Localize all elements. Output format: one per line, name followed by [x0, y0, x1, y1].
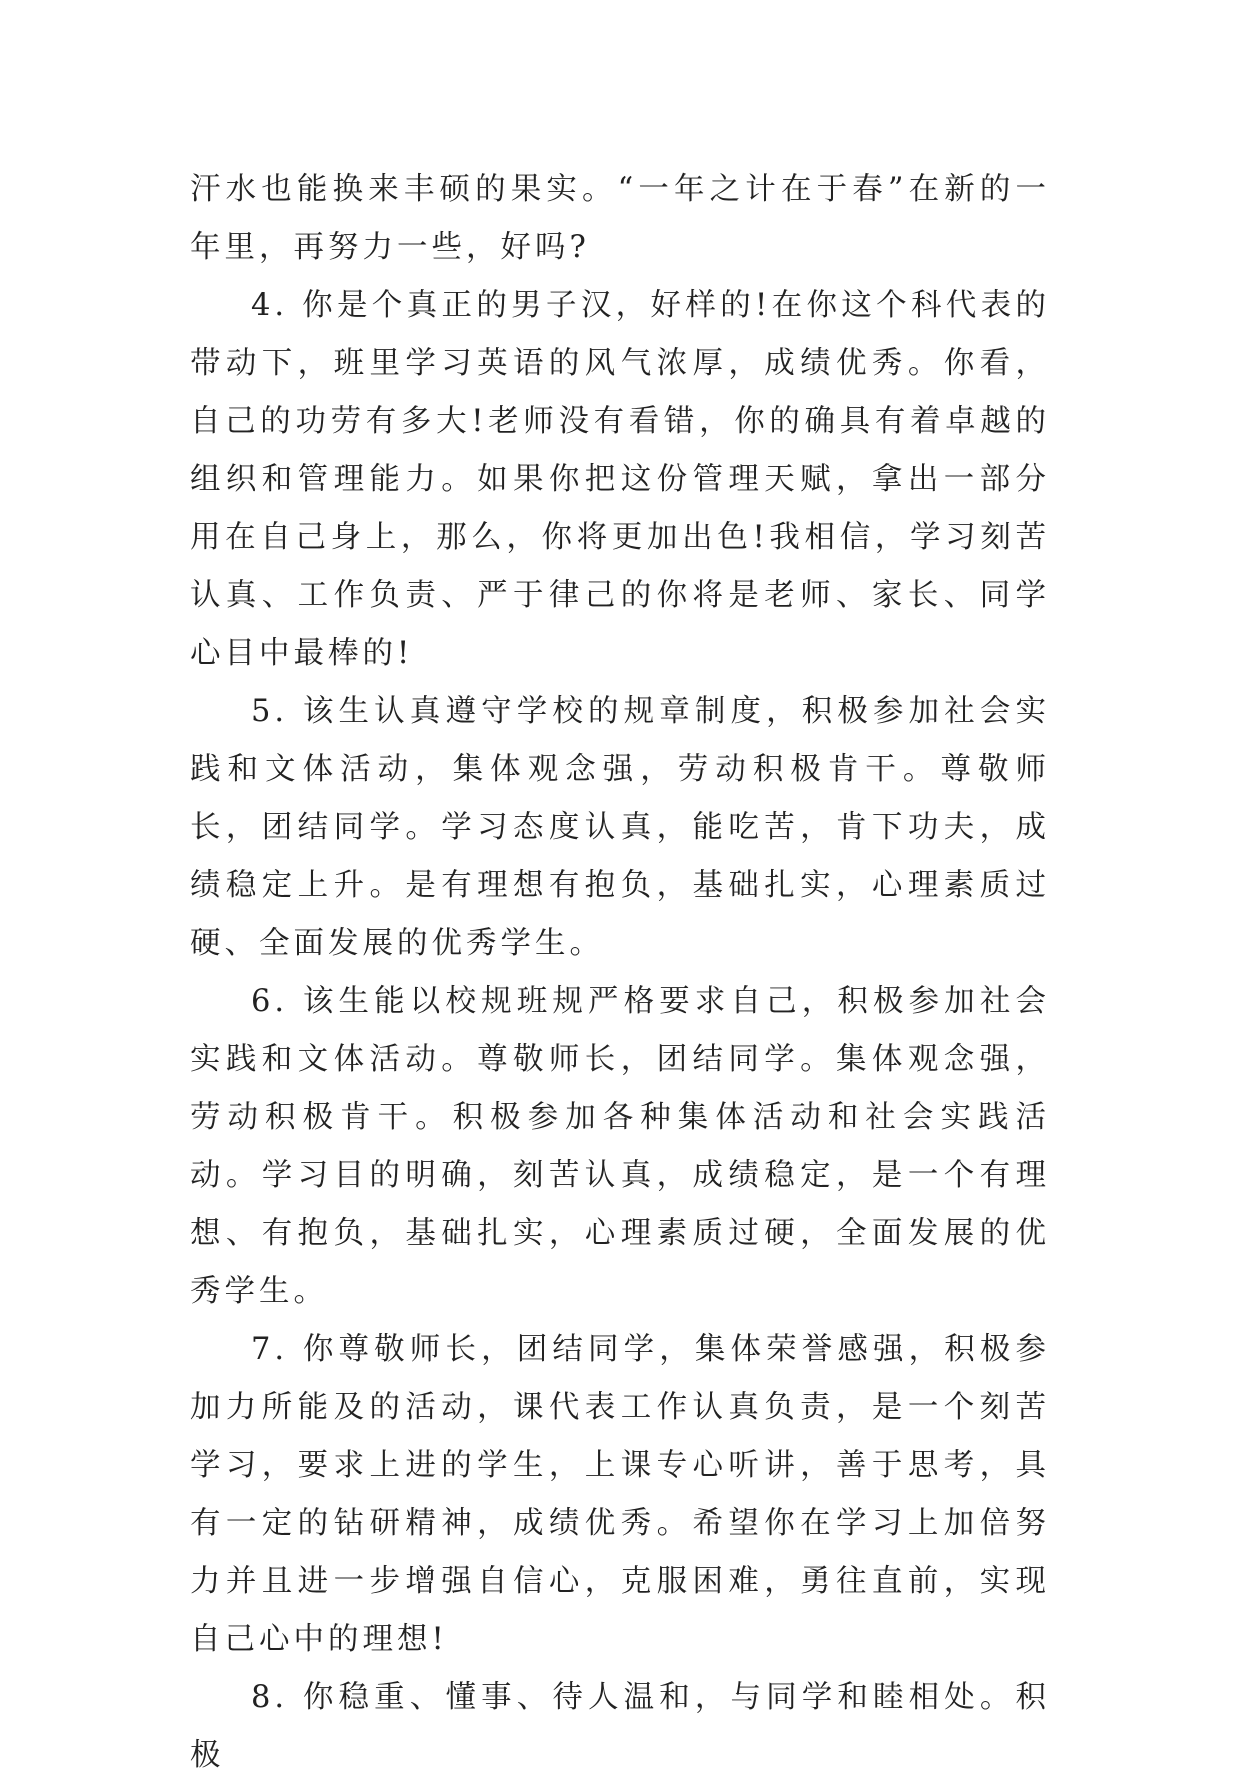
paragraph-continued: 汗水也能换来丰硕的果实。“一年之计在于春”在新的一年里，再努力一些，好吗?	[190, 172, 1050, 265]
paragraph-5: 5. 该生认真遵守学校的规章制度，积极参加社会实践和文体活动，集体观念强，劳动积极肯干。尊敬师长，团结同学。学习态度认真，能吃苦，肯下功夫，成绩稳定上升。是有理想有抱负，基础扎实，心理素质过硬、全面发展的优秀学生。	[190, 694, 1050, 961]
paragraph-7: 7. 你尊敬师长，团结同学，集体荣誉感强，积极参加力所能及的活动，课代表工作认真负责，是一个刻苦学习，要求上进的学生，上课专心听讲，善于思考，具有一定的钻研精神，成绩优秀。希望你在学习上加倍努力并且进一步增强自信心，克服困难，勇往直前，实现自己心中的理想!	[190, 1332, 1050, 1657]
paragraph-6: 6. 该生能以校规班规严格要求自己，积极参加社会实践和文体活动。尊敬师长，团结同学。集体观念强，劳动积极肯干。积极参加各种集体活动和社会实践活动。学习目的明确，刻苦认真，成绩稳定，是一个有理想、有抱负，基础扎实，心理素质过硬，全面发展的优秀学生。	[190, 984, 1050, 1309]
paragraph-4: 4. 你是个真正的男子汉，好样的!在你这个科代表的带动下，班里学习英语的风气浓厚，成绩优秀。你看，自己的功劳有多大!老师没有看错，你的确具有着卓越的组织和管理能力。如果你把这份管理天赋，拿出一部分用在自己身上，那么，你将更加出色!我相信，学习刻苦认真、工作负责、严于律己的你将是老师、家长、同学心目中最棒的!	[190, 288, 1050, 671]
document-body	[190, 161, 1050, 1785]
paragraph-8: 8. 你稳重、懂事、待人温和，与同学和睦相处。积极	[190, 1680, 1050, 1773]
